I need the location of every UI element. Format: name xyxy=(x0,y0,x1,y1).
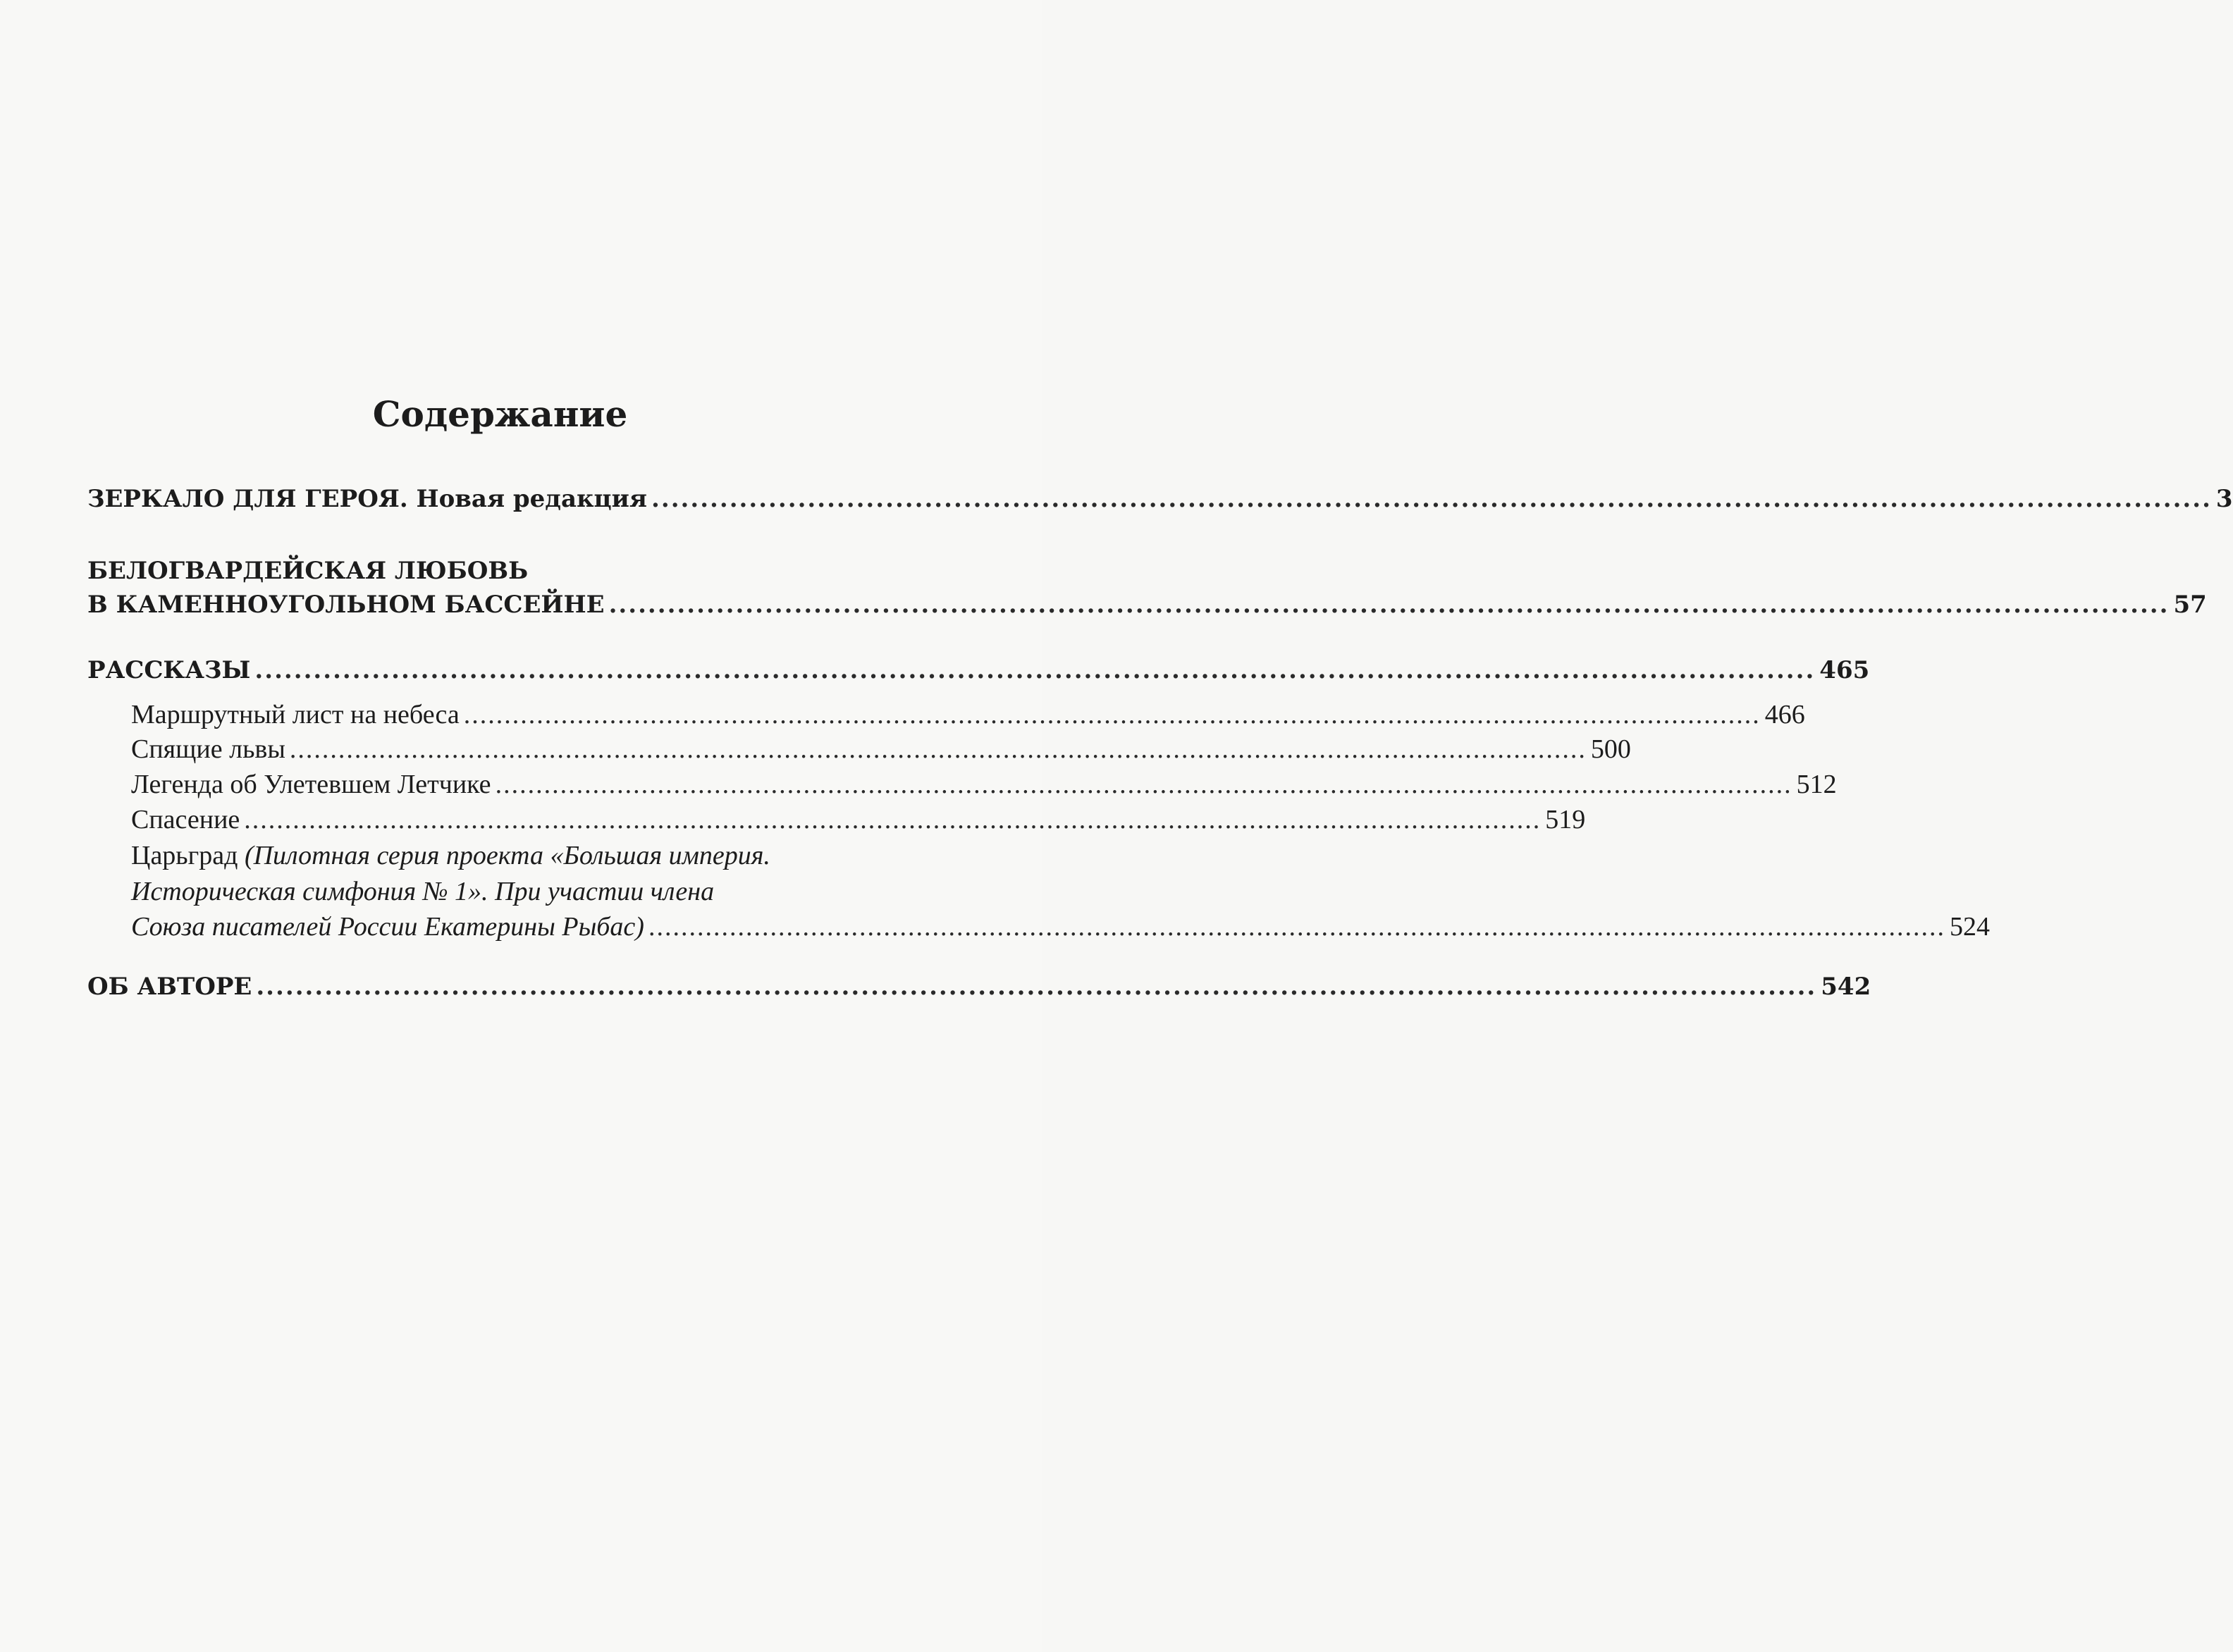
toc-entry-title: Легенда об Улетевшем Летчике xyxy=(131,770,491,799)
toc-entry-title: РАССКАЗЫ xyxy=(87,656,251,684)
toc-entry-mirror[interactable] xyxy=(87,482,2233,516)
toc-entry-title: Царьград xyxy=(131,841,245,870)
toc-subentry-tsargrad-line1[interactable] xyxy=(131,839,919,873)
toc-entry-page: 519 xyxy=(1545,805,1586,834)
toc-entry-title: БЕЛОГВАРДЕЙСКАЯ ЛЮБОВЬ xyxy=(87,557,529,585)
toc-entry-note: Историческая симфония № 1». При участии члена xyxy=(131,877,715,906)
toc-entry-page: 57 xyxy=(2173,591,2207,619)
toc-subentry[interactable] xyxy=(131,768,1837,801)
toc-entry-page: 512 xyxy=(1796,770,1837,799)
toc-entry-whiteguard-line1[interactable] xyxy=(87,554,919,588)
dot-leader: ................................................................................................................................................................ xyxy=(651,485,2212,513)
toc-entry-whiteguard[interactable] xyxy=(87,588,2207,622)
dot-leader: ................................................................................................................................................................ xyxy=(289,734,1587,764)
toc-entry-title: В КАМЕННОУГОЛЬНОМ БАССЕЙНЕ xyxy=(87,591,605,619)
dot-leader: ................................................................................................................................................................ xyxy=(463,700,1761,729)
toc-entry-page: 3 xyxy=(2215,485,2233,513)
dot-leader: ................................................................................................................................................................ xyxy=(254,656,1816,684)
toc-entry-page: 524 xyxy=(1949,912,1990,942)
toc-entry-title: Спящие львы xyxy=(131,734,285,764)
toc-entry-page: 500 xyxy=(1590,734,1631,764)
toc-entry-about[interactable] xyxy=(87,970,1871,1004)
toc-entry-title: Спасение xyxy=(131,805,240,834)
dot-leader: ................................................................................................................................................................ xyxy=(495,770,1792,799)
toc-entry-page: 465 xyxy=(1819,656,1870,684)
toc-entry-note: (Пилотная серия проекта «Большая империя. xyxy=(244,841,770,870)
dot-leader: ................................................................................................................................................................ xyxy=(244,805,1542,834)
toc-entry-page: 466 xyxy=(1764,700,1805,729)
dot-leader: ................................................................................................................................................................ xyxy=(648,912,1945,942)
toc-subentry-tsargrad[interactable] xyxy=(131,910,1990,944)
toc-subentry[interactable] xyxy=(131,803,1586,837)
toc-entry-page: 542 xyxy=(1821,973,1871,1001)
page-title: Содержание xyxy=(372,393,628,435)
toc-entry-title: Маршрутный лист на небеса xyxy=(131,700,460,729)
toc-entry-title: ЗЕРКАЛО ДЛЯ ГЕРОЯ. Новая редакция xyxy=(87,485,648,513)
toc-subentry[interactable] xyxy=(131,732,1631,766)
toc-entry-note: Союза писателей России Екатерины Рыбас) xyxy=(131,912,644,942)
toc-entry-title: ОБ АВТОРЕ xyxy=(87,973,252,1001)
toc-entry-stories[interactable] xyxy=(87,653,1870,687)
dot-leader: ................................................................................................................................................................ xyxy=(608,591,2170,619)
toc-subentry[interactable] xyxy=(131,698,1805,732)
dot-leader: ................................................................................................................................................................ xyxy=(256,973,1817,1001)
